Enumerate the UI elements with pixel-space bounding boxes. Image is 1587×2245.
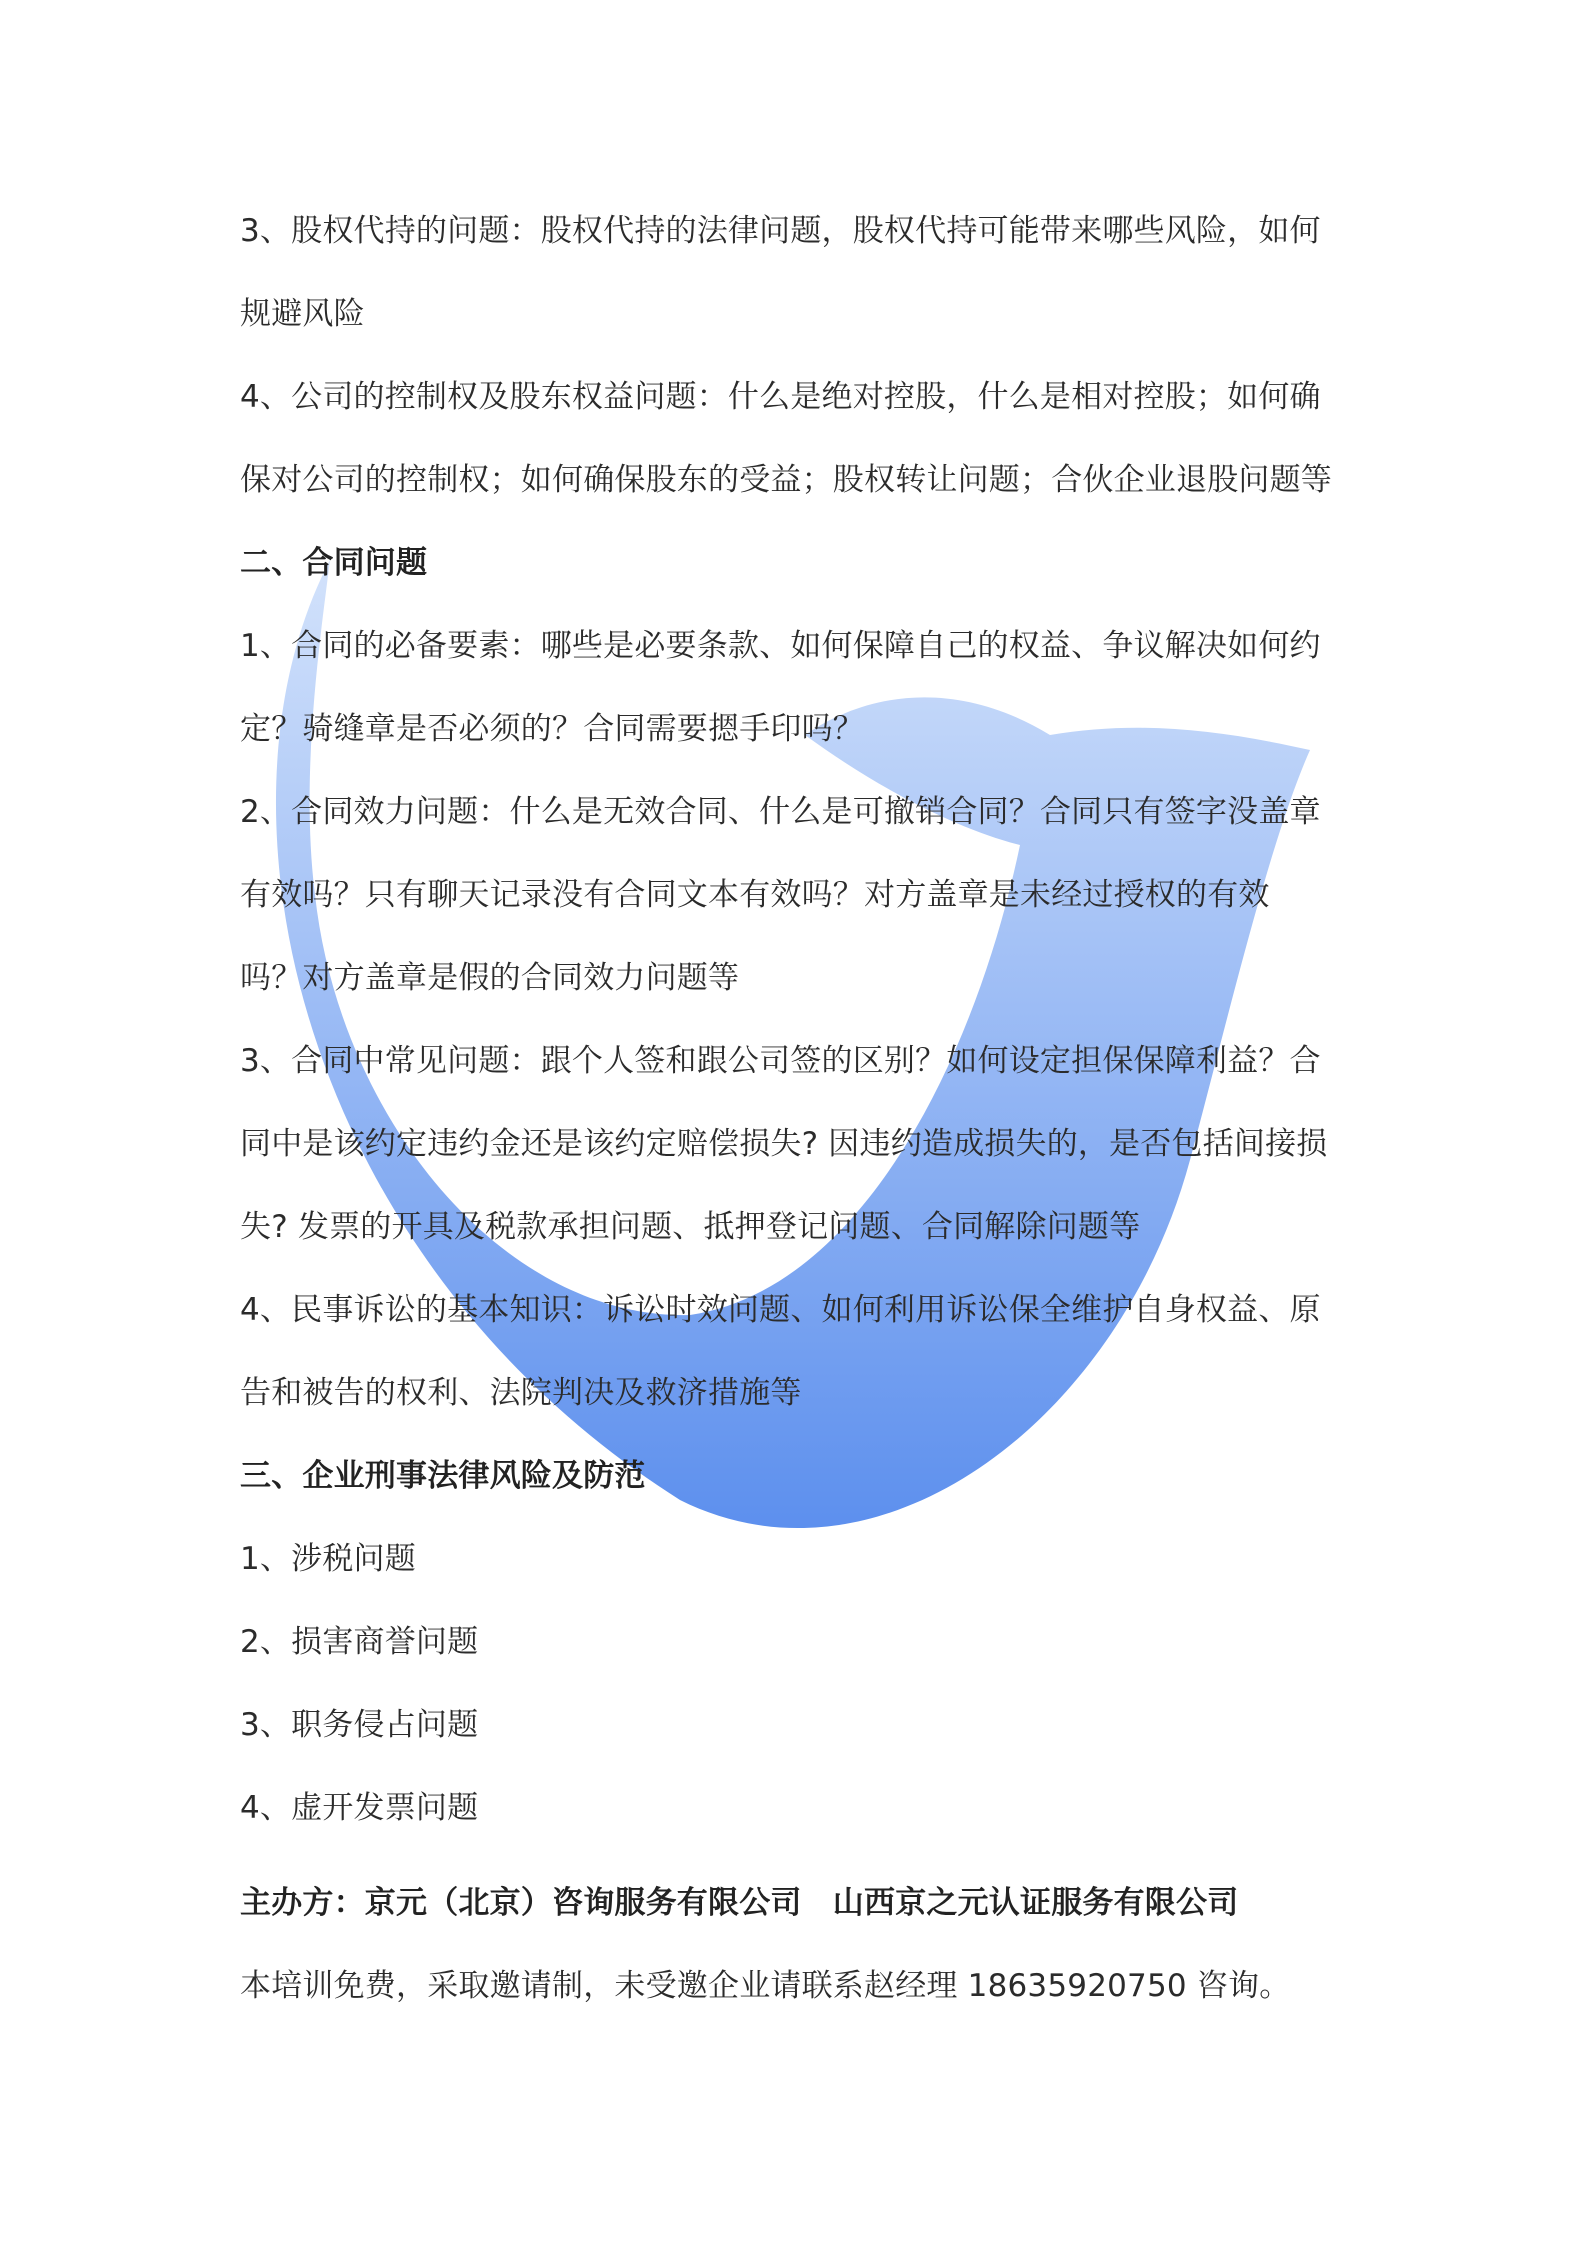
paragraph-line: 保对公司的控制权；如何确保股东的受益；股权转让问题；合伙企业退股问题等 bbox=[240, 462, 1332, 498]
section-heading: 三、企业刑事法律风险及防范 bbox=[240, 1458, 646, 1494]
list-item: 1、涉税问题 bbox=[240, 1541, 416, 1577]
paragraph-line: 失? 发票的开具及税款承担问题、抵押登记问题、合同解除问题等 bbox=[240, 1209, 1141, 1245]
list-item: 2、损害商誉问题 bbox=[240, 1624, 479, 1660]
organizer-line: 主办方：京元（北京）咨询服务有限公司 山西京之元认证服务有限公司 bbox=[240, 1885, 1239, 1921]
paragraph-line: 4、民事诉讼的基本知识：诉讼时效问题、如何利用诉讼保全维护自身权益、原 bbox=[240, 1292, 1321, 1328]
paragraph-line: 有效吗？只有聊天记录没有合同文本有效吗？对方盖章是未经过授权的有效 bbox=[240, 877, 1270, 913]
paragraph-line: 1、合同的必备要素：哪些是必要条款、如何保障自己的权益、争议解决如何约 bbox=[240, 628, 1321, 664]
paragraph-line: 2、合同效力问题：什么是无效合同、什么是可撤销合同？合同只有签字没盖章 bbox=[240, 794, 1321, 830]
paragraph-line: 定？骑缝章是否必须的？合同需要摁手印吗？ bbox=[240, 711, 864, 747]
paragraph-line: 3、合同中常见问题：跟个人签和跟公司签的区别？如何设定担保保障利益？合 bbox=[240, 1043, 1321, 1079]
paragraph-line: 告和被告的权利、法院判决及救济措施等 bbox=[240, 1375, 802, 1411]
section-heading: 二、合同问题 bbox=[240, 545, 428, 581]
paragraph-line: 3、股权代持的问题：股权代持的法律问题，股权代持可能带来哪些风险，如何 bbox=[240, 213, 1321, 249]
contact-line: 本培训免费，采取邀请制，未受邀企业请联系赵经理 18635920750 咨询。 bbox=[240, 1968, 1291, 2004]
paragraph-line: 4、公司的控制权及股东权益问题：什么是绝对控股，什么是相对控股；如何确 bbox=[240, 379, 1321, 415]
list-item: 3、职务侵占问题 bbox=[240, 1707, 479, 1743]
list-item: 4、虚开发票问题 bbox=[240, 1790, 479, 1826]
document-body bbox=[240, 190, 1360, 2028]
paragraph-line: 同中是该约定违约金还是该约定赔偿损失? 因违约造成损失的，是否包括间接损 bbox=[240, 1126, 1328, 1162]
paragraph-line: 吗？对方盖章是假的合同效力问题等 bbox=[240, 960, 740, 996]
paragraph-line: 规避风险 bbox=[240, 296, 365, 332]
